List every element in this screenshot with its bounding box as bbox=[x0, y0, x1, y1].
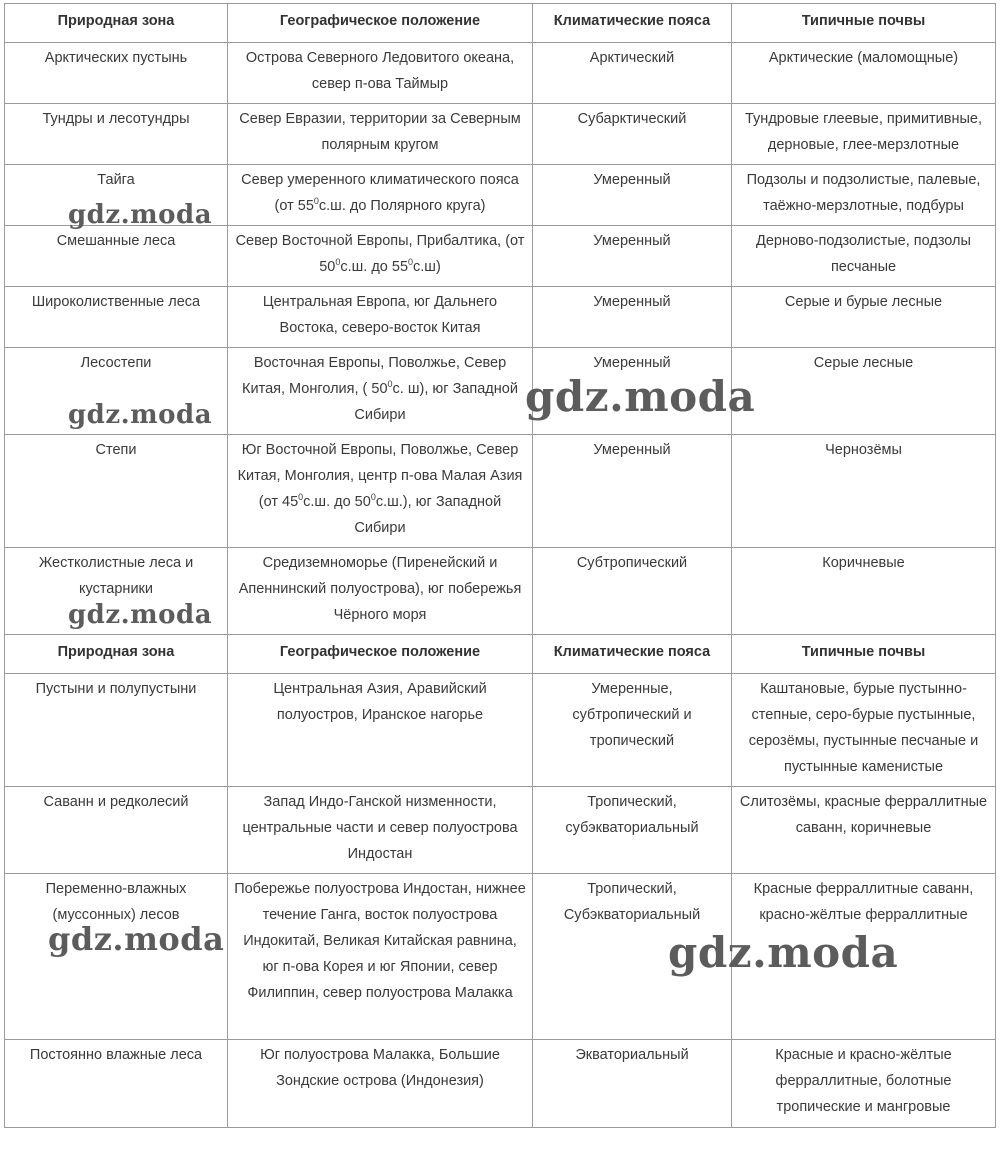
soil-cell: Чернозёмы bbox=[732, 435, 996, 548]
soil-cell: Тундровые глеевые, примитивные, дерновые, глее-мерзлотные bbox=[732, 104, 996, 165]
geo-cell: Центральная Европа, юг Дальнего Востока, северо-восток Китая bbox=[228, 287, 533, 348]
zone-cell: Широколиственные леса bbox=[5, 287, 228, 348]
header-climate: Климатические пояса bbox=[533, 635, 732, 674]
climate-cell: Умеренный bbox=[533, 165, 732, 226]
table-row bbox=[5, 43, 996, 104]
climate-cell: Субтропический bbox=[533, 548, 732, 635]
climate-cell: Умеренный bbox=[533, 348, 732, 435]
zone-cell: Тундры и лесотундры bbox=[5, 104, 228, 165]
header-climate: Климатические пояса bbox=[533, 4, 732, 43]
watermark: gdz.moda bbox=[68, 200, 213, 230]
geo-cell: Восточная Европы, Поволжье, Север Китая, Монголия, ( $50^0с$. ш), юг Западной Сибири bbox=[228, 348, 533, 435]
watermark: gdz.moda bbox=[68, 400, 213, 430]
watermark: gdz.moda bbox=[68, 600, 213, 630]
climate-cell: Тропический, субэкваториальный bbox=[533, 787, 732, 874]
soil-cell: Каштановые, бурые пустынно-степные, серо-бурые пустынные, серозёмы, пустынные песчаные и пустынные каменистые bbox=[732, 674, 996, 787]
table-row bbox=[5, 435, 996, 548]
geo-cell: Север Восточной Европы, Прибалтика, (от $50^0с.ш$. до $55^0с.ш$) bbox=[228, 226, 533, 287]
soil-cell: Слитозёмы, красные ферраллитные саванн, коричневые bbox=[732, 787, 996, 874]
table-row bbox=[5, 104, 996, 165]
geo-cell: Средиземноморье (Пиренейский и Апеннинский полуострова), юг побережья Чёрного моря bbox=[228, 548, 533, 635]
table-row bbox=[5, 287, 996, 348]
header-geo: Географическое положение bbox=[228, 4, 533, 43]
soil-cell: Красные и красно-жёлтые ферраллитные, болотные тропические и мангровые bbox=[732, 1040, 996, 1128]
watermark: gdz.moda bbox=[668, 928, 899, 977]
climate-cell: Субарктический bbox=[533, 104, 732, 165]
table-header-row bbox=[5, 4, 996, 43]
geo-cell: Север Евразии, территории за Северным полярным кругом bbox=[228, 104, 533, 165]
watermark: gdz.moda bbox=[48, 920, 225, 958]
climate-cell: Экваториальный bbox=[533, 1040, 732, 1128]
climate-cell: Тропический, Субэкваториальный bbox=[533, 874, 732, 1040]
soil-cell: Серые и бурые лесные bbox=[732, 287, 996, 348]
geo-cell: Север умеренного климатического пояса (от $55^0с.ш$. до Полярного круга) bbox=[228, 165, 533, 226]
watermark: gdz.moda bbox=[525, 372, 756, 421]
zone-cell: Саванн и редколесий bbox=[5, 787, 228, 874]
zone-cell: Степи bbox=[5, 435, 228, 548]
table-row bbox=[5, 226, 996, 287]
geo-cell: Юг Восточной Европы, Поволжье, Север Китая, Монголия, центр п-ова Малая Азия (от $45^0с.ш$. до $50^0с.ш$.), юг Западной Сибири bbox=[228, 435, 533, 548]
header-zone: Природная зона bbox=[5, 635, 228, 674]
soil-cell: Арктические (маломощные) bbox=[732, 43, 996, 104]
soil-cell: Коричневые bbox=[732, 548, 996, 635]
geo-cell: Юг полуострова Малакка, Большие Зондские острова (Индонезия) bbox=[228, 1040, 533, 1128]
header-soil: Типичные почвы bbox=[732, 635, 996, 674]
table-header-row bbox=[5, 635, 996, 674]
header-zone: Природная зона bbox=[5, 4, 228, 43]
zone-cell: Тайга bbox=[5, 165, 228, 226]
zone-cell: Жестколистные леса и кустарники bbox=[5, 548, 228, 635]
header-geo: Географическое положение bbox=[228, 635, 533, 674]
table-row bbox=[5, 674, 996, 787]
zone-cell: Лесостепи bbox=[5, 348, 228, 435]
climate-cell: Умеренный bbox=[533, 287, 732, 348]
geo-cell: Побережье полуострова Индостан, нижнее течение Ганга, восток полуострова Индокитай, Великая Китайская равнина, юг п-ова Корея и юг Японии, север Филиппин, север полуострова Малакка bbox=[228, 874, 533, 1040]
table-row bbox=[5, 1040, 996, 1128]
zone-cell: Пустыни и полупустыни bbox=[5, 674, 228, 787]
table-row bbox=[5, 787, 996, 874]
soil-cell: Серые лесные bbox=[732, 348, 996, 435]
zone-cell: Смешанные леса bbox=[5, 226, 228, 287]
zone-cell: Переменно-влажных (муссонных) лесов bbox=[5, 874, 228, 1040]
climate-cell: Арктический bbox=[533, 43, 732, 104]
soil-cell: Дерново-подзолистые, подзолы песчаные bbox=[732, 226, 996, 287]
geo-cell: Центральная Азия, Аравийский полуостров, Иранское нагорье bbox=[228, 674, 533, 787]
climate-cell: Умеренный bbox=[533, 226, 732, 287]
geo-cell: Запад Индо-Ганской низменности, центральные части и север полуострова Индостан bbox=[228, 787, 533, 874]
soil-cell: Красные ферраллитные саванн, красно-жёлтые ферраллитные bbox=[732, 874, 996, 1040]
geo-cell: Острова Северного Ледовитого океана, север п-ова Таймыр bbox=[228, 43, 533, 104]
soil-cell: Подзолы и подзолистые, палевые, таёжно-мерзлотные, подбуры bbox=[732, 165, 996, 226]
zone-cell: Арктических пустынь bbox=[5, 43, 228, 104]
climate-cell: Умеренный bbox=[533, 435, 732, 548]
climate-cell: Умеренные, субтропический и тропический bbox=[533, 674, 732, 787]
zone-cell: Постоянно влажные леса bbox=[5, 1040, 228, 1128]
header-soil: Типичные почвы bbox=[732, 4, 996, 43]
